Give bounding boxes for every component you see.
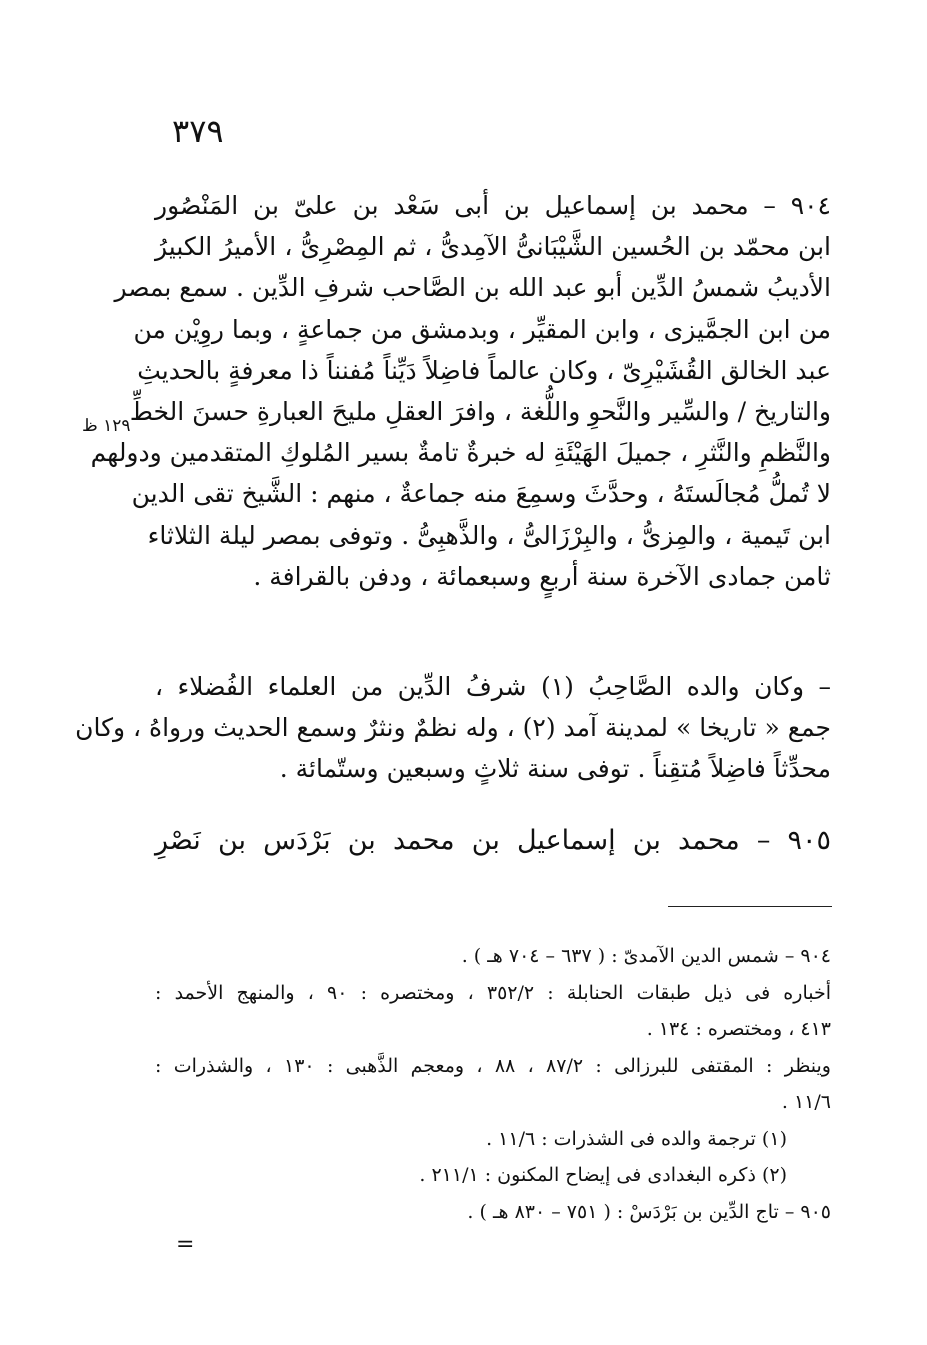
entry-904-line-1: ٩٠٤ – محمد بن إسماعيل بن أبى سَعْد بن علىّ بن المَنْصُور [155,191,831,220]
entry-904-line-6: والتاريخ / والسِّير والنَّحوِ واللُّغة ، وافرَ العقلِ مليحَ العبارةِ حسنَ الخطِّ [129,396,831,426]
entry-904-line-9: ابن تَيمية ، والمِزىُّ ، والبِرْزَالىُّ ، والذَّهبِىُّ . وتوفى بمصر ليلة الثلاثاء [147,520,831,550]
footnote-separator [668,906,832,907]
footnote-905-title: ٩٠٥ – تاج الدِّين بن بَرْدَسْ : ( ٧٥١ – ٨٣٠ هـ ) . [467,1200,831,1223]
footnote-1: (١) ترجمة والده فى الشذرات : ١١/٦ . [486,1127,787,1150]
father-paragraph [75,666,832,790]
entry-904-line-5: عبد الخالق القُشَيْرِىّ ، وكان عالماً فاضِلاً دَيِّناً مُفنناً ذا معرفةٍ بالحديثِ [137,355,831,385]
footnote-904-sources-2a: وينظر : المقتفى للبرزالى : ٨٧/٢ ، ٨٨ ، ومعجم الذَّهبى : ١٣٠ ، والشذرات : [155,1054,831,1077]
entry-904-line-8: لا تُملُّ مُجالَستَهُ ، وحدَّثَ وسمِعَ منه جماعةٌ ، منهم : الشَّيخ تقى الدين [131,479,831,509]
entry-904-line-3: الأديبُ شمسُ الدِّين أبو عبد الله بن الصَّاحب شرفِ الدِّين . سمع بمصر [114,273,831,303]
footnotes [155,938,831,1230]
father-line-2: جمع « تاريخا » لمدينة آمد (٢) ، وله نظمٌ ونثرٌ وسمع الحديث ورواهُ ، وكان [75,713,831,743]
footnote-904-sources-1b: ٤١٣ ، ومختصره : ١٣٤ . [646,1018,831,1040]
entry-904-line-7: والنَّظمِ والنَّثرِ ، جميلَ الهَيْئَةِ له خبرةٌ تامةٌ بسير المُلوكِ المتقدمين ودولهم [90,438,831,468]
entry-904-line-2: ابن محمّد بن الحُسين الشَّيْبَانىُّ الآمِدىُّ ، ثم المِصْرِىُّ ، الأميرُ الكبيرُ [155,232,831,262]
father-line-3: محدِّثاً فاضِلاً مُتقِناً . توفى سنة ثلاثٍ وسبعين وستّمائة . [279,754,831,784]
entry-904-line-10: ثامن جمادى الآخرة سنة أربعٍ وسبعمائة ، ودفن بالقرافة . [253,561,831,591]
entry-905-line: ٩٠٥ – محمد بن إسماعيل بن محمد بن بَرْدَس بن نَصْرِ [155,825,831,856]
footnote-2: (٢) ذكره البغدادى فى إيضاح المكنون : ٢١١/١ . [419,1164,787,1186]
page-number: ٣٧٩ [172,112,224,150]
entry-904-line-4: من ابن الجمَّيزى ، وابن المقيِّر ، وبدمشق من جماعةٍ ، وبما روِيْن من [133,314,831,344]
entry-905 [155,818,831,864]
footnote-904-sources-1a: أخباره فى ذيل طبقات الحنابلة : ٣٥٢/٢ ، ومختصره : ٩٠ ، والمنهج الأحمد : [155,981,831,1004]
father-line-1: – وكان والده الصَّاحِبُ (١) شرفُ الدِّين من العلماء الفُضلاء ، [155,672,832,701]
continuation-mark: = [176,1232,195,1257]
footnote-904-sources-2b: ١١/٦ . [781,1091,831,1113]
manuscript-folio-note: ١٢٩ ظ [82,416,131,436]
footnote-904-title: ٩٠٤ – شمس الدين الآمدىّ : ( ٦٣٧ – ٧٠٤ هـ ) . [461,945,831,967]
